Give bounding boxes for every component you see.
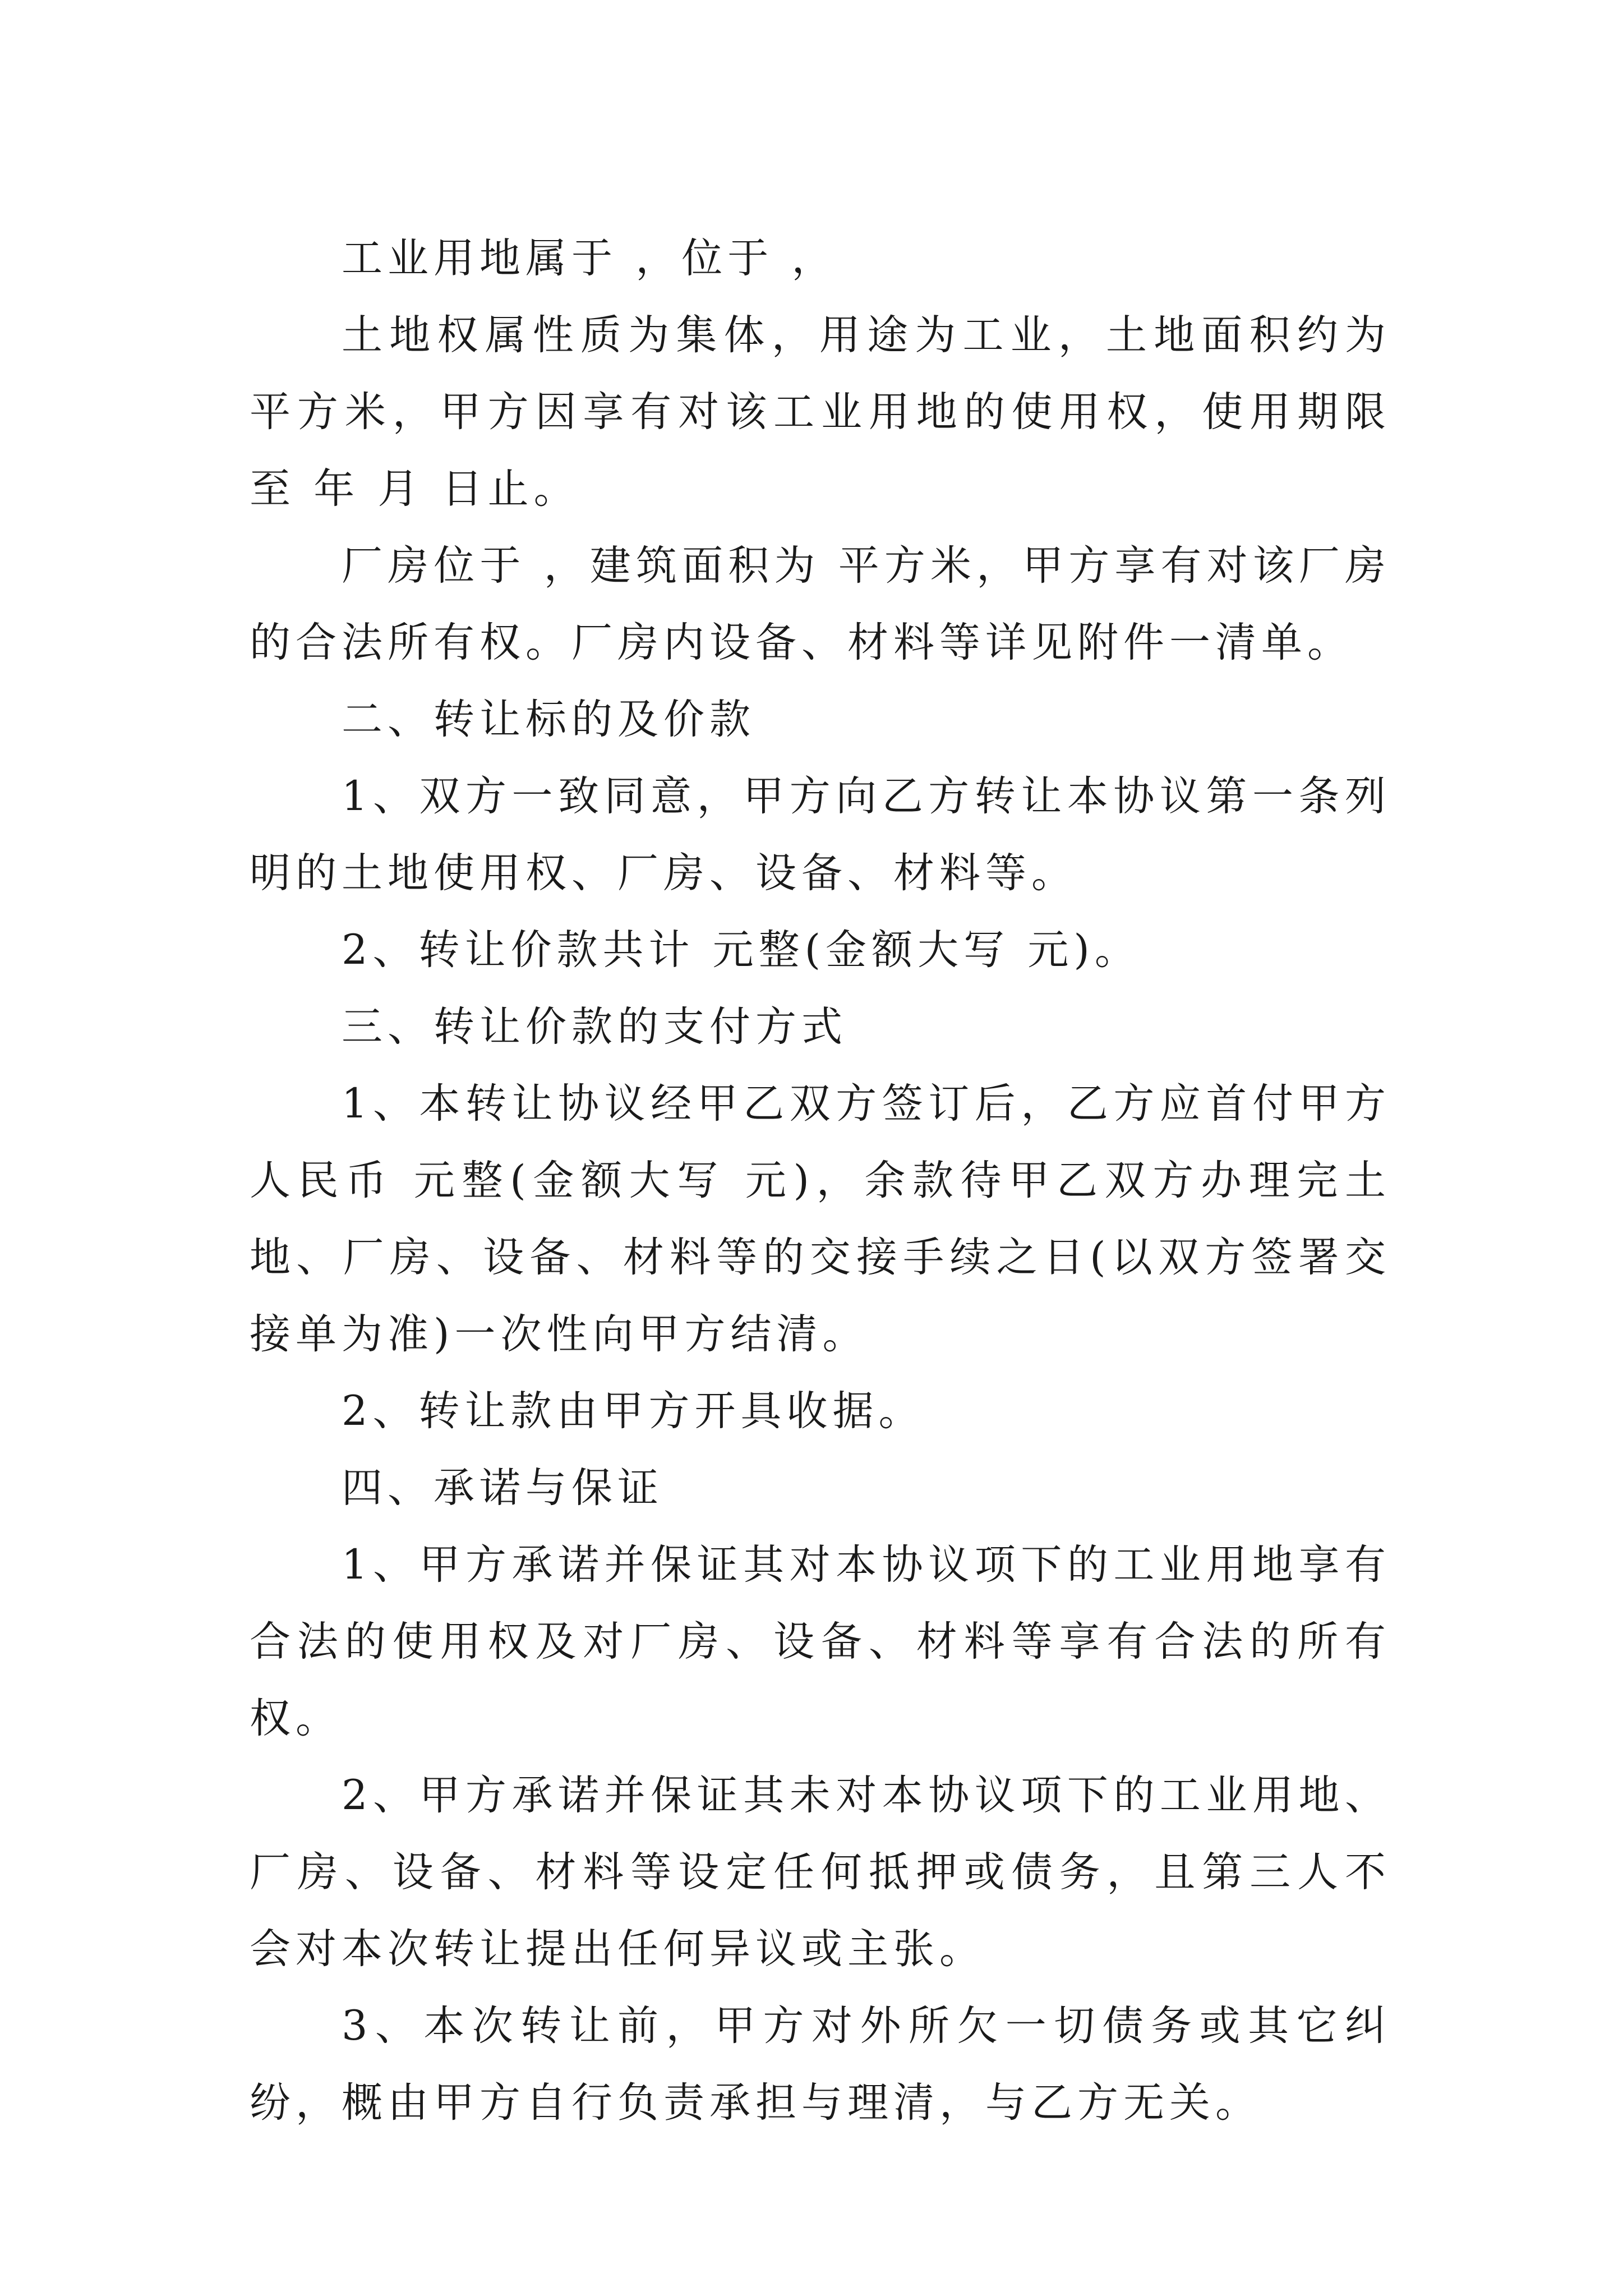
heading-section-four: 四、承诺与保证 [342,1464,663,1512]
paragraph-receipt: 2、转让款由甲方开具收据。 [342,1387,925,1435]
paragraph-payment-terms: 1、本转让协议经甲乙双方签订后，乙方应首付甲方人民币 元整(金额大写 元)，余款待甲乙双方办理完土地、厂房、设备、材料等的交接手续之日(以双方签署交接单为准)一次性向甲方结清。 [250,1080,1391,1358]
paragraph-transfer-agreement: 1、双方一致同意，甲方向乙方转让本协议第一条列明的土地使用权、厂房、设备、材料等。 [250,772,1391,897]
paragraph-prior-debts: 3、本次转让前，甲方对外所欠一切债务或其它纠纷，概由甲方自行负责承担与理清，与乙方无关。 [250,2002,1391,2127]
paragraph-guarantee-no-mortgage: 2、甲方承诺并保证其未对本协议项下的工业用地、厂房、设备、材料等设定任何抵押或债务，且第三人不会对本次转让提出任何异议或主张。 [250,1772,1391,1973]
paragraph-land-nature: 土地权属性质为集体，用途为工业，土地面积约为 平方米，甲方因享有对该工业用地的使用权，使用期限至 年 月 日止。 [250,311,1391,513]
paragraph-factory-location: 厂房位于 ，建筑面积为 平方米，甲方享有对该厂房的合法所有权。厂房内设备、材料等详见附件一清单。 [250,542,1391,666]
paragraph-transfer-price: 2、转让价款共计 元整(金额大写 元)。 [342,926,1141,974]
paragraph-land-ownership: 工业用地属于 ，位于 ， [342,234,838,282]
heading-section-two: 二、转让标的及价款 [342,696,755,743]
heading-section-three: 三、转让价款的支付方式 [342,1003,847,1051]
document-body [250,220,1391,2141]
paragraph-guarantee-ownership: 1、甲方承诺并保证其对本协议项下的工业用地享有合法的使用权及对厂房、设备、材料等享有合法的所有权。 [250,1541,1391,1742]
